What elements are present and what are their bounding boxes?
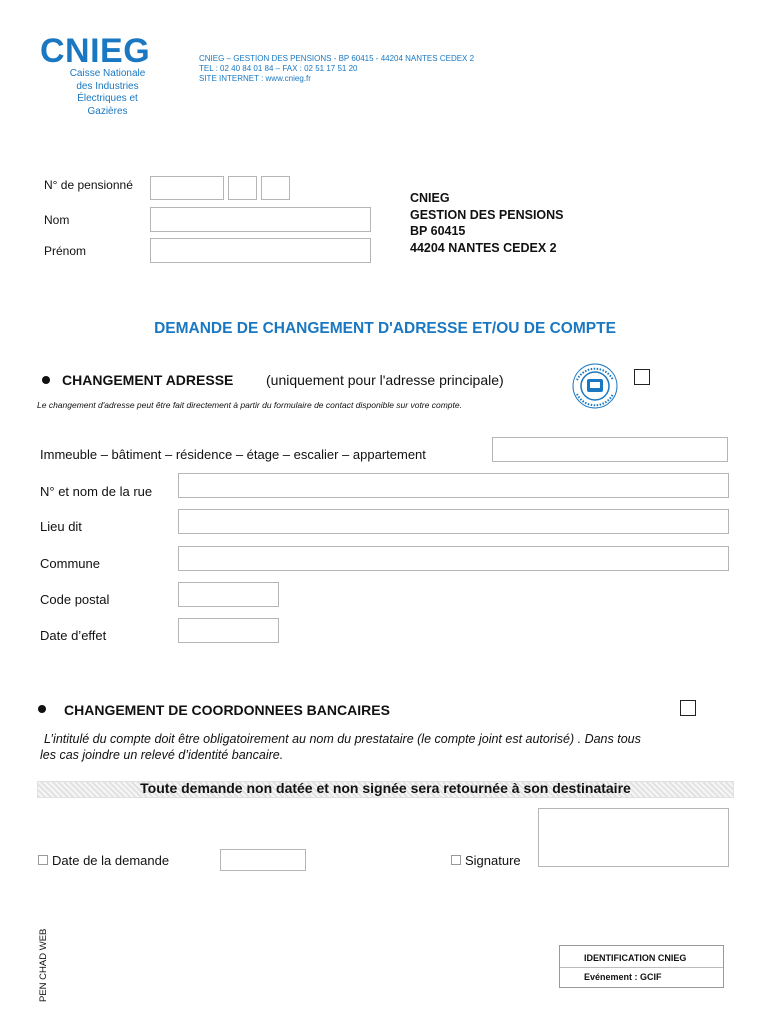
address-change-note: (uniquement pour l'adresse principale) — [266, 372, 504, 388]
nom-label: Nom — [44, 213, 70, 227]
bank-change-note-line1: L’intitulé du compte doit être obligatoirement au nom du prestataire (le compte joint est autorisé) . Dans tous — [44, 732, 641, 746]
lieu-dit-field[interactable] — [178, 509, 729, 534]
rue-field[interactable] — [178, 473, 729, 498]
rue-label: N° et nom de la rue — [40, 484, 153, 499]
date-effet-field[interactable] — [178, 618, 279, 643]
date-square-icon — [38, 855, 48, 865]
bullet-icon — [42, 376, 50, 384]
cnieg-logo: CNIEG — [40, 32, 151, 70]
date-effet-label: Date d’effet — [40, 628, 107, 643]
date-demande-field[interactable] — [220, 849, 306, 871]
prenom-field[interactable] — [150, 238, 371, 263]
header-contact-info: CNIEG – GESTION DES PENSIONS - BP 60415 - 44204 NANTES CEDEX 2 TEL : 02 40 84 01 84 – FAX : 02 51 17 51 20 SITE INTERNET : www.cnieg.fr — [199, 54, 475, 83]
signature-label: Signature — [465, 853, 521, 868]
page-title: DEMANDE DE CHANGEMENT D'ADRESSE ET/OU DE COMPTE — [154, 320, 616, 337]
pensioner-number-label: N° de pensionné — [44, 178, 133, 192]
bank-change-checkbox[interactable] — [680, 700, 696, 716]
bullet-icon — [38, 705, 46, 713]
logo-subtitle: Caisse Nationale des Industries Électriques et Gazières — [69, 68, 146, 117]
pensioner-number-field-2[interactable] — [228, 176, 257, 200]
pensioner-number-field-1[interactable] — [150, 176, 224, 200]
code-postal-label: Code postal — [40, 592, 110, 607]
form-code-vertical: PEN CHAD WEB — [38, 928, 49, 1002]
pensioner-number-field-3[interactable] — [261, 176, 290, 200]
eco-label-icon — [567, 360, 623, 412]
identification-event: Evénement : GCIF — [584, 972, 662, 982]
prenom-label: Prénom — [44, 244, 87, 258]
immeuble-label: Immeuble – bâtiment – résidence – étage – escalier – appartement — [40, 447, 426, 462]
warning-banner: Toute demande non datée et non signée sera retournée à son destinataire — [140, 780, 631, 796]
date-demande-label: Date de la demande — [52, 853, 170, 868]
signature-field[interactable] — [538, 808, 729, 867]
bank-change-heading: CHANGEMENT DE COORDONNEES BANCAIRES — [64, 702, 390, 718]
commune-label: Commune — [40, 556, 100, 571]
identification-title: IDENTIFICATION CNIEG — [560, 946, 723, 968]
address-change-heading: CHANGEMENT ADRESSE — [62, 372, 234, 388]
lieu-dit-label: Lieu dit — [40, 519, 82, 534]
nom-field[interactable] — [150, 207, 371, 232]
recipient-address: CNIEG GESTION DES PENSIONS BP 60415 44204 NANTES CEDEX 2 — [410, 191, 564, 255]
signature-square-icon — [451, 855, 461, 865]
commune-field[interactable] — [178, 546, 729, 571]
address-change-info: Le changement d'adresse peut être fait directement à partir du formulaire de contact disponible sur votre compte. — [37, 400, 462, 410]
identification-box — [559, 945, 724, 988]
address-change-checkbox[interactable] — [634, 369, 650, 385]
immeuble-field[interactable] — [492, 437, 728, 462]
code-postal-field[interactable] — [178, 582, 279, 607]
bank-change-note-line2: les cas joindre un relevé d’identité bancaire. — [40, 748, 284, 762]
